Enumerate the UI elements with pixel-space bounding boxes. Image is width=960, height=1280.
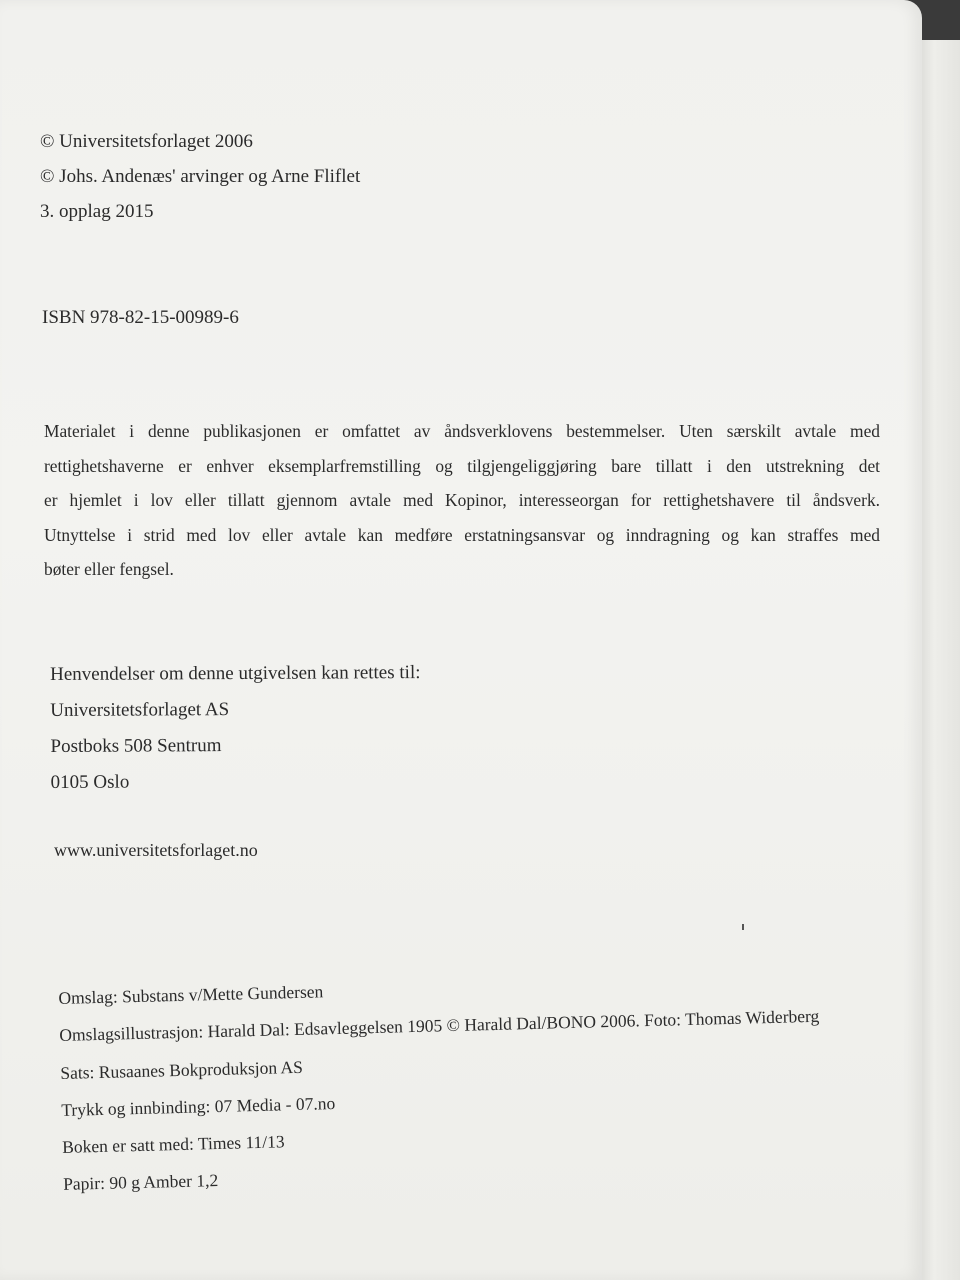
legal-notice-line: bøter eller fengsel. — [44, 559, 174, 579]
legal-notice — [44, 414, 880, 587]
legal-notice-line: er hjemlet i lov eller tillatt gjennom avtale med Kopinor, interesseorgan for rettighetshavere til åndsverk. — [44, 490, 880, 510]
legal-notice-line: rettighetshaverne er enhver eksemplarfremstilling og tilgjengeliggjøring bare tillatt i den utstrekning det — [44, 455, 880, 476]
credit-printing: Trykk og innbinding: 07 Media - 07.no — [61, 1092, 336, 1120]
paper-speck — [742, 924, 744, 930]
credit-cover: Omslag: Substans v/Mette Gundersen — [58, 981, 324, 1008]
contact-company: Universitetsforlaget AS — [50, 699, 230, 721]
contact-postbox: Postboks 508 Sentrum — [50, 735, 222, 757]
contact-intro: Henvendelser om denne utgivelsen kan rettes til: — [50, 662, 421, 685]
credit-cover-illustration: Omslagsillustrasjon: Harald Dal: Edsavleggelsen 1905 © Harald Dal/BONO 2006. Foto: Thomas Widerberg — [59, 1006, 820, 1046]
legal-notice-line: Materialet i denne publikasjonen er omfattet av åndsverklovens bestemmelser. Uten særskilt avtale med — [44, 421, 880, 441]
contact-address — [50, 655, 421, 801]
legal-notice-line: Utnyttelse i strid med lov eller avtale kan medføre erstatningsansvar og inndragning og kan straffes med — [44, 524, 880, 545]
production-credits — [58, 961, 824, 1204]
copyright-publisher: © Universitetsforlaget 2006 — [40, 131, 253, 152]
publisher-website: www.universitetsforlaget.no — [54, 840, 258, 860]
copyright-block — [40, 124, 360, 229]
contact-postcode: 0105 Oslo — [50, 771, 130, 793]
copyright-authors: © Johs. Andenæs' arvinger og Arne Fliflet — [40, 166, 361, 187]
credit-typesetting: Sats: Rusaanes Bokproduksjon AS — [60, 1056, 304, 1083]
credit-typeface: Boken er satt med: Times 11/13 — [61, 1131, 285, 1158]
isbn: ISBN 978-82-15-00989-6 — [42, 307, 239, 328]
credit-paper: Papir: 90 g Amber 1,2 — [62, 1170, 219, 1195]
printing-edition: 3. opplag 2015 — [40, 201, 154, 222]
